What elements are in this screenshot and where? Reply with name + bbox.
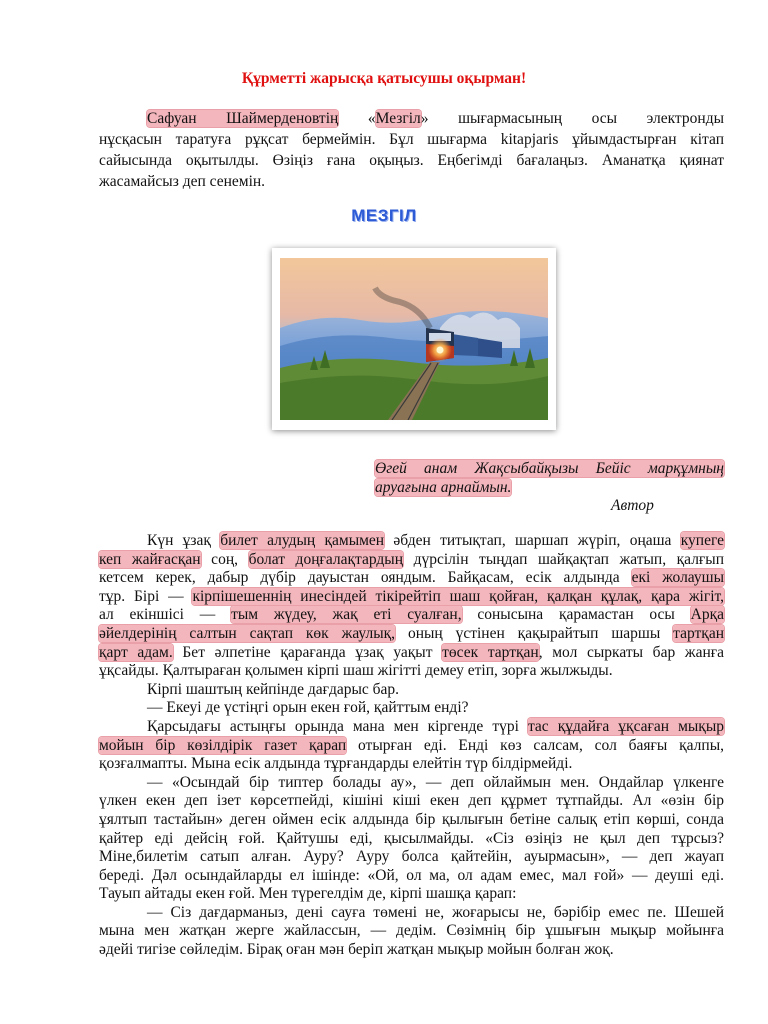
highlight: билет алудың қамымен [220,532,385,549]
story-line [99,792,724,811]
story-line [99,811,724,830]
text-run: Міне,билетім сатып алған. Ауру? Ауру болса қайтейін, ауырмасын», — деп жауап [99,848,724,866]
text-run: ал екіншісі — [99,606,232,624]
story-line [99,569,724,588]
text-run: әбден титықтап, шаршап жүріп, оңаша [384,532,681,549]
highlight: кеп жайғасқан [99,550,201,568]
story-line [99,737,724,756]
text-run: Тауып айтады екен ғой. Мен түрегелдім де, кірпі шашқа қарап: [99,885,517,903]
story-line [99,848,724,867]
story-line [99,551,724,570]
text-run: Кірпі шаштың кейпінде дағдарыс бар. [147,680,400,698]
text-run: — Екеуі де үстіңгі орын екен ғой, қайттым енді? [147,699,469,717]
text-run: мына мен жатқан жерге жайлассын, — дедім. Сөзімнің бір ұшығын мықыр мойынға [99,922,724,940]
text-run: ұялтып тастайын» деген оймен есік алдында бір қылығын бетіне салық етіп көрші, сонда [99,810,724,828]
text-run: тұр. Бірі — [99,587,193,605]
text-run: отырған еді. Енді көз салсам, сол баяғы қалпы, [346,736,725,754]
text-run: оның үстінен қақырайтып шаршы [395,624,674,642]
highlight: Өгей анам Жақсыбайқызы Бейіс марқұмның [375,460,724,477]
story-line [99,625,724,644]
highlight: Мезгіл [375,110,421,127]
highlight: қарт адам. [99,643,173,661]
text-run: дүрсілін тыңдап шайқақтап жатып, қалғып [403,550,724,568]
text-run: береді. Дәл осындайларды ел ішінде: «Ой, ол ма, ол адам емес, мал ғой» — деуші еді. [99,866,724,884]
highlight: Сафуан Шаймерденовтің [147,110,339,127]
story-line [99,532,724,551]
text-run: қайтер еді дейсің ғой. Қайтушы еді, қысылмайды. «Сіз өзіңіз не қыл деп тұрсыз? [99,829,724,847]
train-photo [272,248,556,430]
highlight: төсек тартқан [442,643,539,661]
highlight: мойын бір көзілдірік газет қарап [99,736,347,754]
story-line [99,885,724,904]
story-line [99,867,724,886]
train-illustration [280,258,548,420]
highlight: купеге [680,532,724,549]
highlight: Арқа [690,606,724,624]
story-line [99,922,724,941]
story-line [99,718,724,737]
highlight: тартқан [673,624,725,642]
story-line [99,662,724,681]
text-run: қозғалмапты. Мына есік алдында тұрғандарды елейтін түр білдірмейді. [99,755,573,773]
text-run: әдейі тигізе сөйледім. Бірақ оған мән беріп жатқан мықыр мойын болған жоқ. [99,941,614,959]
story-line [99,699,724,718]
story-line [99,755,724,774]
text-run: — Сіз дағдарманыз, дені сауға төмені не, жоғарысы не, бәрібір емес пе. Шешей [147,903,724,921]
highlight: тас құдайға ұқсаған мықыр [527,717,724,735]
highlight: екі жолаушы [631,569,724,587]
highlight: болат доңғалақтардың [248,550,403,568]
dedication-line [375,460,724,479]
story-line [99,644,724,663]
notice-line: Сафуан Шаймерденовтің «Мезгіл» шығармасының осы электронды [147,110,724,127]
author-signature: Автор [611,497,654,514]
copyright-notice [99,108,724,192]
text-run: кетсем керек, дабыр дүбір дауыстан ояндым. Байқасам, есік алдында [99,569,632,587]
highlight: әйелдерінің салтын сақтап көк жаулық, [99,624,396,642]
text-run: Қарсыдағы астыңғы орында мана мен кіргенде түрі [147,717,528,735]
text-run: соң, [200,550,249,568]
story-line [99,606,724,625]
notice-title: Құрметті жарысқа қатысушы оқырман! [241,70,527,87]
story-line [99,904,724,923]
dedication-line [375,479,724,498]
highlight: аруағына арнаймын. [375,478,512,496]
highlight: кірпішешеннің инесіндей тікірейтіп шаш қойған, қалқан құлақ, қара жігіт, [192,587,724,605]
dedication [375,460,724,497]
story-line [99,588,724,607]
text-run: үлкен екен деп ізет көрсетпейді, кішіні кіші екен деп құрмет тұтпайды. Ал «өзін бір [99,792,724,810]
text-run: Күн ұзақ [147,532,221,549]
text-run: Бет әлпетіне қарағанда ұзақ уақыт [172,643,443,661]
story-line [99,681,724,700]
highlight: тым жүдеу, жақ еті суалған, [231,606,462,624]
text-run: сонысына қарамастан осы [461,606,691,624]
notice-line: жасамайсыз деп сенемін. [99,173,266,190]
notice-line: сайысында оқытылды. Өзіңіз ғана оқыңыз. Еңбегімді бағалаңыз. Аманатқа қиянат [99,152,724,169]
text-run: , мол сыркаты бар жанға [538,643,724,661]
text-run: ұқсайды. Қалтыраған қолымен кірпі шаш жігітті демеу етіп, зорға жылжыды. [99,662,613,680]
story-line [99,941,724,960]
story-line [99,830,724,849]
notice-line: нұсқасын таратуға рұқсат бермеймін. Бұл шығарма kitapjaris ұйымдастырған кітап [99,131,724,148]
story-text [99,532,724,960]
story-line [99,774,724,793]
work-title: МЕЗГІЛ [351,206,417,225]
text-run: — «Осындай бір типтер болады ау», — деп ойлаймын мен. Ондайлар үлкенге [147,773,724,791]
